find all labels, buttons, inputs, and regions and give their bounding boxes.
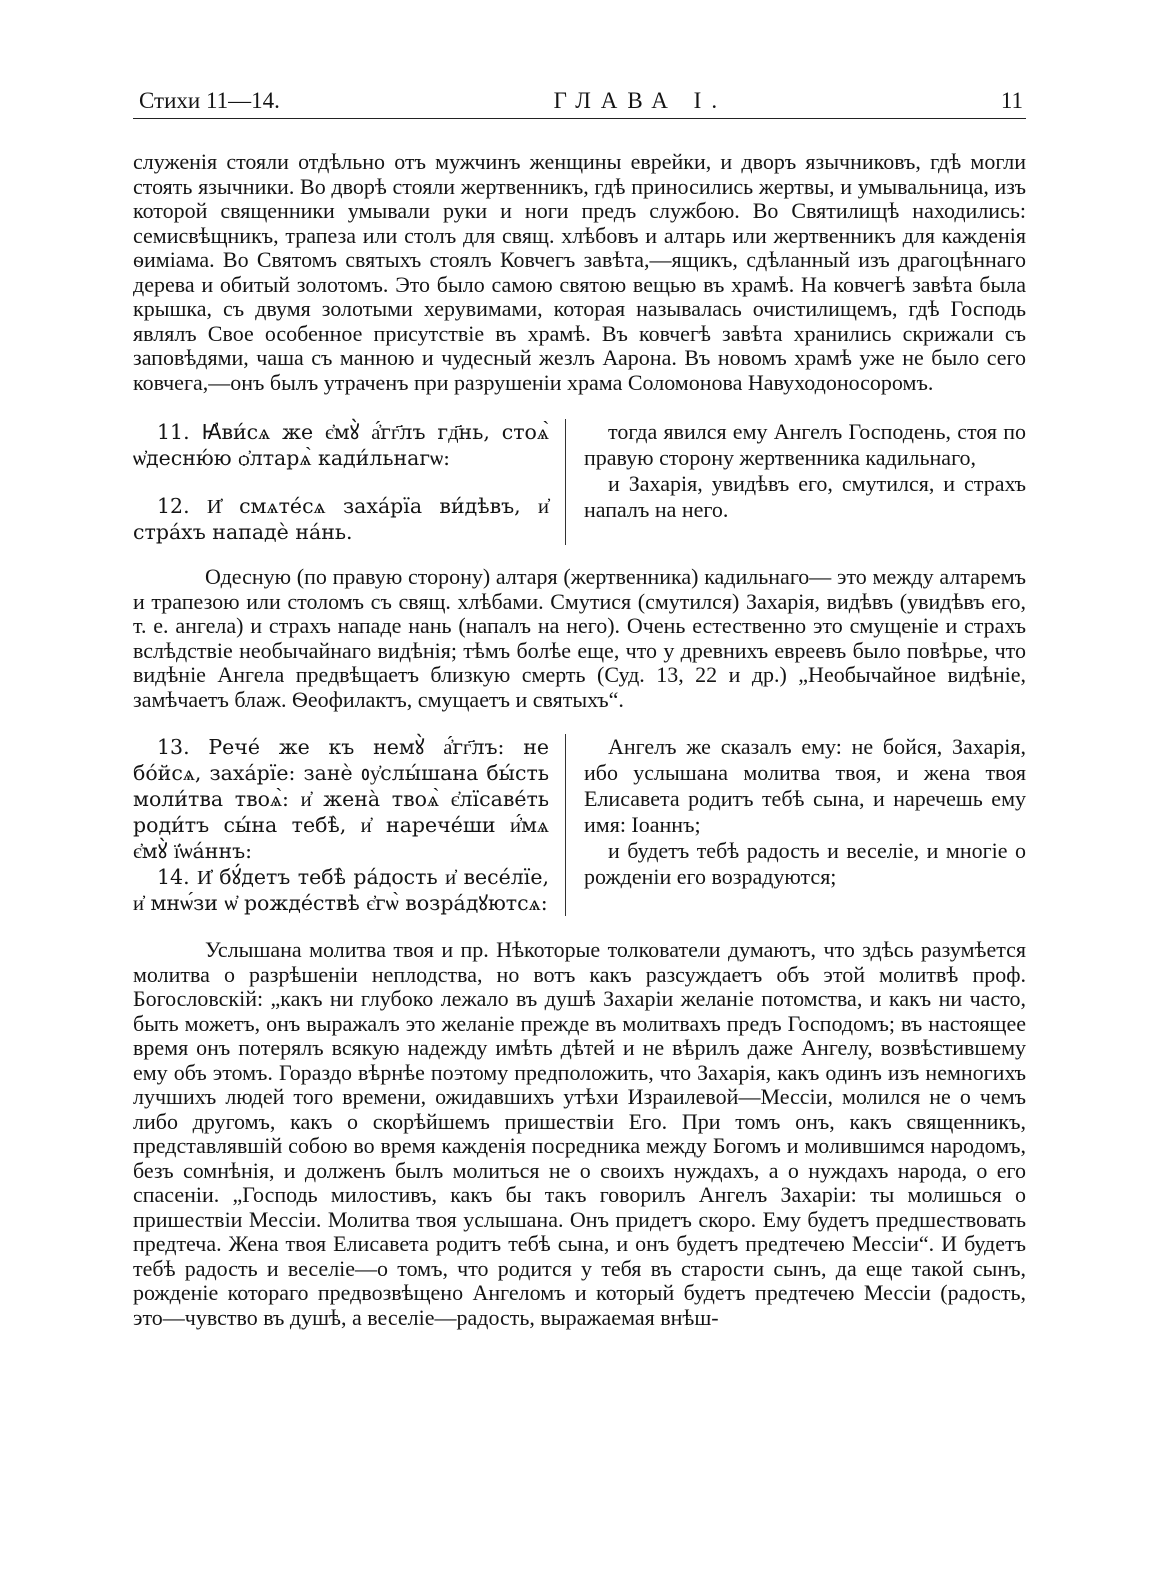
page-number: 11 bbox=[1000, 88, 1023, 113]
commentary-paragraph-3: Услышана молитва твоя и пр. Нѣкоторые толкователи думаютъ, что здѣсь разумѣется молитва о разрѣшеніи неплодства, но вотъ какъ разсуждаетъ объ этой молитвѣ проф. Богословскій: „какъ ни глубоко лежало въ душѣ Захаріи желаніе потомства, и какъ ни часто, быть можетъ, онъ выражалъ это желаніе прежде въ молитвахъ предъ Господомъ; въ настоящее время онъ потерялъ всякую надежду имѣть дѣтей и не вѣрилъ даже Ангелу, возвѣстившему ему объ этомъ. Гораздо вѣрнѣе поэтому предположить, что Захарія, какъ одинъ изъ немногихъ лучшихъ людей того времени, ожидавшихъ утѣхи Израилевой—Мессіи, молился не о чемъ либо другомъ, какъ о скорѣйшемъ пришествіи Его. При томъ онъ, какъ священникъ, представлявшій собою во время кажденія посредника между Богомъ и молившимся народомъ, безъ сомнѣнія, и долженъ былъ молиться не о своихъ нуждахъ, а о нуждахъ народа, о его спасеніи. „Господь милостивъ, какъ бы такъ говорилъ Ангелъ Захаріи: ты молишься о пришествіи Мессіи. Молитва твоя услышана. Онъ придетъ скоро. Ему будетъ предшествовать предтеча. Жена твоя Елисавета родитъ тебѣ сына, и онъ будетъ предтечею Мессіи“. И будетъ тебѣ радость и веселіе—о томъ, что родится у тебя въ старости сынъ, да еще такой сынъ, рожденіе котораго предвозвѣщено Ангеломъ и который будетъ предтечею Мессіи (радость, это—чувство въ душѣ, а веселіе—радость, выражаемая внѣш- bbox=[133, 937, 1026, 1330]
slavonic-column bbox=[133, 734, 565, 916]
russian-column bbox=[566, 734, 1026, 916]
russian-verse-13: Ангелъ же сказалъ ему: не бойся, Захарія, ибо услышана молитва твоя, и жена твоя Елисавета родитъ тебѣ сына, и наречешь ему имя: Іоаннъ; bbox=[584, 734, 1026, 837]
parallel-text-verses-11-12 bbox=[133, 419, 1026, 545]
commentary-paragraph-2: Одесную (по правую сторону) алтаря (жертвенника) кадильнаго— это между алтаремъ и трапезою или столомъ съ свящ. хлѣбами. Смутися (смутился) Захарія, видѣвъ (увидѣвъ его, т. е. ангела) и страхъ нападе нань (напалъ на него). Очень естественно это смущеніе и страхъ вслѣдствіе необычайнаго видѣнія; тѣмъ болѣе еще, что у древнихъ евреевъ было повѣрье, что видѣніе Ангела предвѣщаетъ близкую смерть (Суд. 13, 22 и др.) „Необычайное видѣніе, замѣчаетъ блаж. Ѳеофилактъ, смущаетъ и святыхъ“. bbox=[133, 564, 1026, 712]
russian-column bbox=[566, 419, 1026, 545]
slavonic-column bbox=[133, 419, 565, 545]
running-header bbox=[133, 88, 1026, 119]
book-page bbox=[133, 88, 1026, 1330]
russian-verse-14: и будетъ тебѣ радость и веселіе, и многіе о рожденіи его возрадуются; bbox=[584, 838, 1026, 889]
verses-range: Стихи 11—14. bbox=[139, 88, 280, 113]
chapter-title: ГЛАВА I. bbox=[553, 88, 728, 113]
commentary-paragraph-1: служенія стояли отдѣльно отъ мужчинъ женщины еврейки, и дворъ язычниковъ, гдѣ могли стоять язычники. Во дворѣ стояли жертвенникъ, гдѣ приносились жертвы, и умывальница, изъ которой священники умывали руки и ноги предъ службою. Во Святилищѣ находились: семисвѣщникъ, трапеза или столъ для свящ. хлѣбовъ и алтарь или жертвенникъ для кажденія ѳиміама. Во Святомъ святыхъ стоялъ Ковчегъ завѣта,—ящикъ, сдѣланный изъ драгоцѣннаго дерева и обитый золотомъ. Это было самою святою вещью въ храмѣ. На ковчегѣ завѣта была крышка, съ двумя золотыми херувимами, которая называлась очистилищемъ, гдѣ Господь являлъ Свое особенное присутствіе въ храмѣ. Въ ковчегѣ завѣта хранились скрижали съ заповѣдями, чаша съ манною и чудесный жезлъ Аарона. Въ новомъ храмѣ уже не было сего ковчега,—онъ былъ утраченъ при разрушеніи храма Соломонова Навуходоносоромъ. bbox=[133, 149, 1026, 395]
slavonic-verse-12: 12. И҆ смѧте́сѧ заха́рїа ви́дѣвъ, и҆ стра́хъ нападѐ на́нь. bbox=[133, 494, 549, 544]
russian-verse-12: и Захарія, увидѣвъ его, смутился, и страхъ напалъ на него. bbox=[584, 471, 1026, 522]
slavonic-verse-13: 13. Рече́ же къ немꙋ̀ а҆́гг҃лъ: не бо́йсѧ, заха́рїе: занѐ ᲂу҆слы́шана бы́сть моли́тва твоѧ̀: и҆ жена̀ твоѧ̀ є҆лїсаве́ть роди́тъ сы́на тебѣ̀, и҆ нарече́ши и҆́мѧ є҆мꙋ̀ ї҆ѡа́ннъ: bbox=[133, 735, 549, 863]
parallel-text-verses-13-14 bbox=[133, 734, 1026, 916]
slavonic-verse-11: 11. Ꙗ҆ви́сѧ же є҆мꙋ̀ а҆́гг҃лъ гд҃нь, стоѧ̀ ѡ҆десню́ю ѻ҆лтарѧ̀ кади́льнагѡ: bbox=[133, 420, 549, 470]
russian-verse-11: тогда явился ему Ангелъ Господень, стоя по правую сторону жертвенника кадильнаго, bbox=[584, 419, 1026, 470]
slavonic-verse-14: 14. И҆ бꙋ́детъ тебѣ̀ ра́дость и҆ весе́лїе, и҆ мнѡ́зи ѡ҆ рожде́ствѣ є҆гѡ̀ возра́дꙋютсѧ: bbox=[133, 865, 549, 915]
